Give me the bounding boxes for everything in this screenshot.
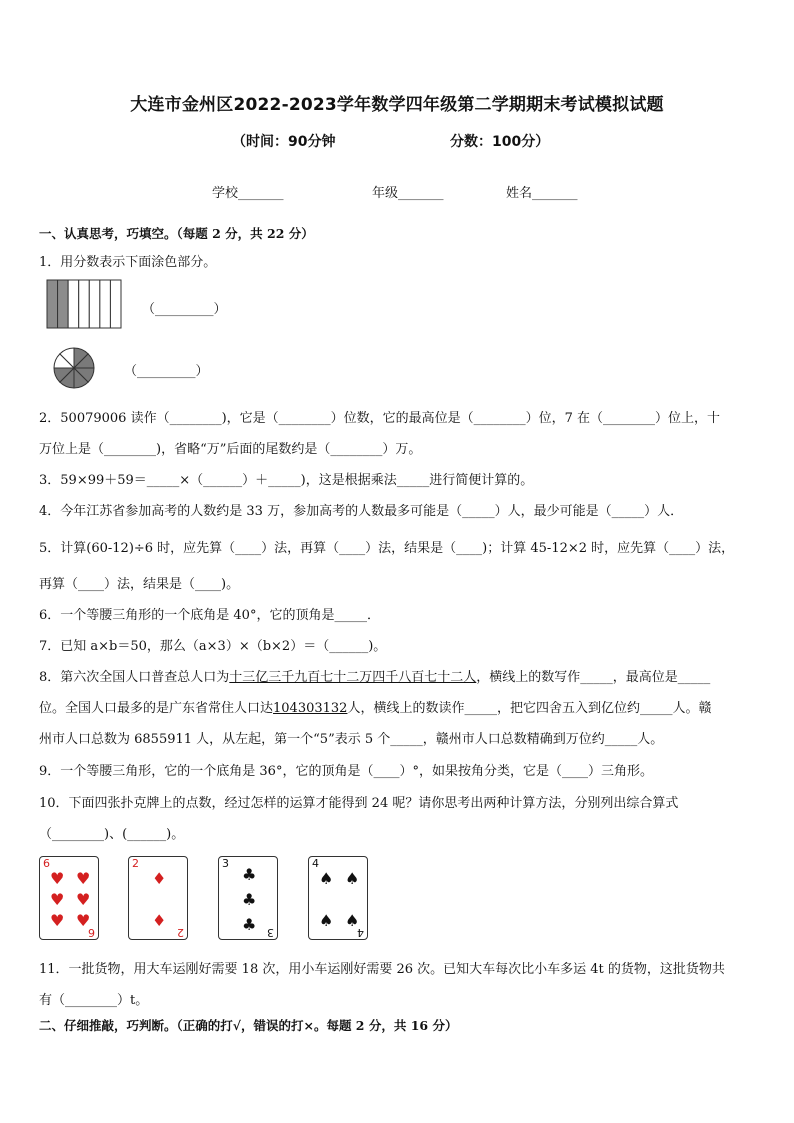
underlined-number: 104303132 [273, 701, 348, 716]
card-suit-pip: ♠ [345, 869, 360, 888]
unshaded-strip [100, 280, 111, 328]
question-2-line-2: 万位上是（________)，省略“万”后面的尾数约是（________）万。 [39, 442, 422, 457]
playing-card [218, 856, 278, 940]
question-7: 7．已知 a×b＝50，那么（a×3）×（b×2）＝（______)。 [39, 639, 387, 654]
card-rank: 6 [43, 857, 50, 870]
shaded-strip [58, 280, 69, 328]
question-1-blank-a: （_________） [142, 302, 227, 317]
question-8-line-1 [39, 666, 710, 685]
question-10-line-1: 10．下面四张扑克牌上的点数，经过怎样的运算才能得到 24 呢？请你思考出两种计算方法，分别列出综合算式 [39, 796, 679, 811]
question-6: 6．一个等腰三角形的一个底角是 40°，它的顶角是_____． [39, 608, 380, 623]
question-5-line-2: 再算（____）法，结果是（____)。 [39, 577, 240, 592]
card-suit-pip: ♥ [76, 890, 91, 909]
unshaded-strip [79, 280, 90, 328]
card-suit-pip: ♥ [50, 911, 65, 930]
playing-card [308, 856, 368, 940]
card-rank: 2 [177, 926, 184, 939]
playing-card [128, 856, 188, 940]
unshaded-strip [89, 280, 100, 328]
unshaded-strip [68, 280, 79, 328]
page-title: 大连市金州区2022-2023学年数学四年级第二学期期末考试模拟试题 [130, 95, 664, 115]
card-suit-pip: ♥ [76, 911, 91, 930]
card-suit-pip: ♦ [152, 911, 167, 930]
card-rank: 6 [88, 926, 95, 939]
question-11-line-1: 11．一批货物，用大车运刚好需要 18 次，用小车运刚好需要 26 次。已知大车每次比小车多运 4t 的货物，这批货物共 [39, 962, 725, 977]
card-suit-pip: ♥ [76, 869, 91, 888]
exam-time: （时间：90分钟 [232, 134, 336, 150]
card-suit-pip: ♥ [50, 890, 65, 909]
question-10-line-2: （________)、(______)。 [39, 827, 185, 842]
shaded-circle-figure [52, 346, 96, 390]
shaded-strip [47, 280, 58, 328]
question-8-line-2 [39, 697, 711, 716]
question-5-line-1: 5．计算(60-12)÷6 时，应先算（____）法，再算（____）法，结果是（____)；计算 45-12×2 时，应先算（____）法， [39, 541, 735, 556]
card-rank: 3 [222, 857, 229, 870]
card-rank: 2 [132, 857, 139, 870]
card-suit-pip: ♣ [242, 890, 257, 909]
card-rank: 4 [357, 926, 364, 939]
question-3: 3．59×99＋59＝_____×（______）＋_____)，这是根据乘法_____进行简便计算的。 [39, 473, 534, 488]
question-1: 1．用分数表示下面涂色部分。 [39, 255, 217, 270]
card-suit-pip: ♠ [319, 869, 334, 888]
card-suit-pip: ♠ [345, 911, 360, 930]
school-field: 学校_______ [212, 186, 284, 201]
question-8-text: 位。全国人口最多的是广东省常住人口达 [39, 701, 274, 716]
card-suit-pip: ♣ [242, 915, 257, 934]
question-8-line-3: 州市人口总数为 6855911 人，从左起，第一个“5”表示 5 个_____，赣州市人口总数精确到万位约_____人。 [39, 732, 664, 747]
section-2-title: 二、仔细推敲，巧判断。（正确的打√，错误的打×。每题 2 分，共 16 分） [39, 1018, 458, 1033]
card-suit-pip: ♠ [319, 911, 334, 930]
question-2-line-1: 2．50079006 读作（________)，它是（________）位数，它的最高位是（________）位，7 在（________）位上，十 [39, 411, 721, 426]
card-suit-pip: ♥ [50, 869, 65, 888]
unshaded-strip [110, 280, 121, 328]
question-8-text: 8．第六次全国人口普查总人口为 [39, 670, 230, 685]
name-field: 姓名_______ [506, 186, 578, 201]
question-1-blank-b: （_________） [124, 364, 209, 379]
card-suit-pip: ♦ [152, 869, 167, 888]
question-4: 4．今年江苏省参加高考的人数约是 33 万，参加高考的人数最多可能是（_____）人，最少可能是（_____）人． [39, 504, 684, 519]
card-rank: 3 [267, 926, 274, 939]
card-suit-pip: ♣ [242, 865, 257, 884]
question-9: 9．一个等腰三角形，它的一个底角是 36°，它的顶角是（____）°，如果按角分类，它是（____）三角形。 [39, 764, 653, 779]
underlined-number-words: 十三亿三千九百七十二万四千八百七十二人 [229, 670, 477, 685]
shaded-rectangle-figure [46, 279, 124, 331]
section-1-title: 一、认真思考，巧填空。（每题 2 分，共 22 分） [39, 226, 314, 241]
card-rank: 4 [312, 857, 319, 870]
question-8-text: 人，横线上的数读作_____，把它四舍五入到亿位约_____人。赣 [347, 701, 712, 716]
question-8-text: ，横线上的数写作_____，最高位是_____ [476, 670, 711, 685]
exam-score: 分数：100分） [450, 134, 550, 150]
question-11-line-2: 有（________）t。 [39, 993, 149, 1008]
playing-card [39, 856, 99, 940]
grade-field: 年级_______ [372, 186, 444, 201]
